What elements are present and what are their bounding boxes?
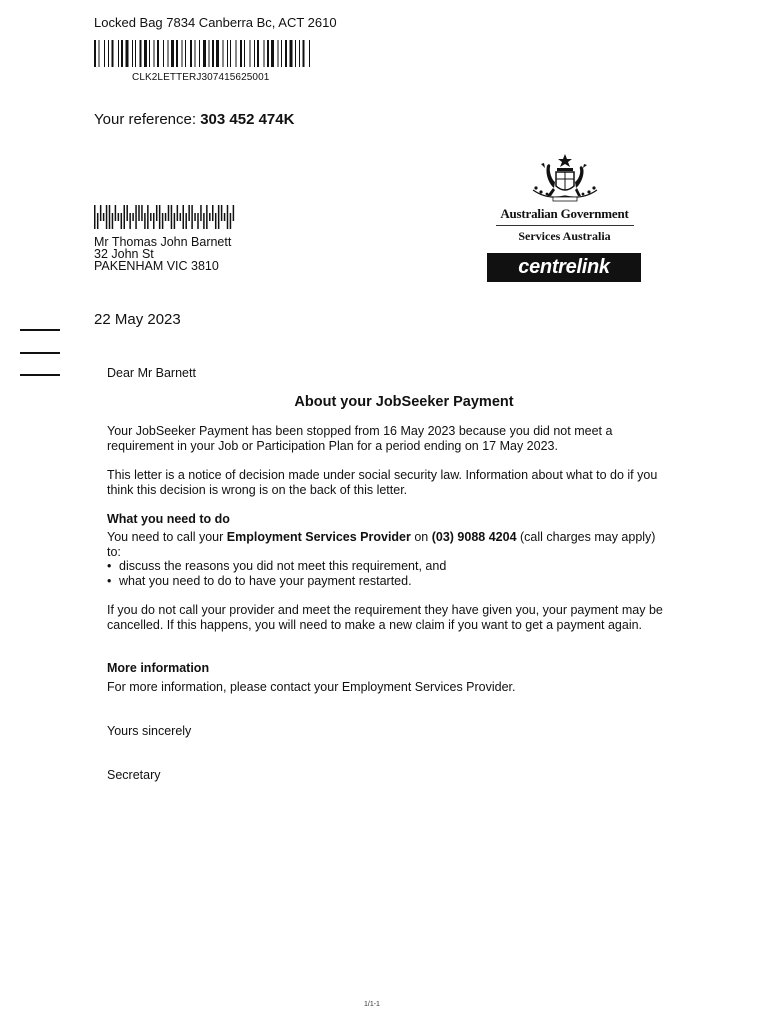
call-text: on <box>410 530 432 544</box>
call-text: (call charges may apply) to: <box>107 530 656 559</box>
fold-mark <box>20 352 60 354</box>
section-heading-what-to-do: What you need to do <box>107 512 230 526</box>
centrelink-logo <box>487 253 641 282</box>
section-heading-more-information: More information <box>107 661 210 675</box>
salutation: Dear Mr Barnett <box>107 366 196 380</box>
letter-subject: About your JobSeeker Payment <box>294 394 514 410</box>
list-item: • discuss the reasons you did not meet this requirement, and <box>107 559 447 573</box>
branding-divider <box>496 225 634 226</box>
action-list <box>107 559 667 588</box>
recipient-name: Mr Thomas John Barnett <box>94 235 232 249</box>
letter-date: 22 May 2023 <box>94 311 181 328</box>
bullet-icon: • <box>107 573 112 588</box>
provider-phone: (03) 9088 4204 <box>431 530 517 544</box>
fold-mark <box>20 374 60 376</box>
reference-label: Your reference: <box>94 111 201 128</box>
agency-name: Services Australia <box>518 229 611 243</box>
paragraph-more-information: For more information, please contact your Employment Services Provider. <box>107 680 516 694</box>
paragraph-notice-of-decision: This letter is a notice of decision made under social security law. Information about what to do if you think this decision is wrong is on the back of this letter. <box>107 468 658 497</box>
page-number: 1/1-1 <box>364 1001 380 1008</box>
recipient-street: 32 John St <box>94 247 154 261</box>
reference-number: 303 452 474K <box>200 111 295 128</box>
paragraph-payment-stopped: Your JobSeeker Payment has been stopped from 16 May 2023 because you did not meet a requirement in your Job or Participation Plan for a period ending on 17 May 2023. <box>107 424 613 453</box>
paragraph-cancellation-warning: If you do not call your provider and meet the requirement they have given you, your payment may be cancelled. If this happens, you will need to make a new claim if you want to get a payment again. <box>107 603 663 632</box>
barcode-code: CLK2LETTERJ307415625001 <box>132 72 270 83</box>
closing: Yours sincerely <box>107 724 192 738</box>
fold-mark <box>20 329 60 331</box>
provider-name: Employment Services Provider <box>226 530 411 544</box>
government-name: Australian Government <box>500 206 629 221</box>
call-text: You need to call your <box>107 530 227 544</box>
list-item: • what you need to do to have your payment restarted. <box>107 573 412 588</box>
program-name: centrelink <box>518 256 610 278</box>
recipient-address <box>94 236 231 272</box>
paragraph-call-provider <box>107 530 667 560</box>
reference-line <box>94 111 294 128</box>
return-address: Locked Bag 7834 Canberra Bc, ACT 2610 <box>94 15 337 30</box>
mail-barcode <box>94 40 312 67</box>
signatory: Secretary <box>107 768 161 782</box>
recipient-locality: PAKENHAM VIC 3810 <box>94 259 219 273</box>
postal-barcode <box>94 205 236 229</box>
coat-of-arms-icon <box>527 152 603 204</box>
bullet-icon: • <box>107 559 112 573</box>
